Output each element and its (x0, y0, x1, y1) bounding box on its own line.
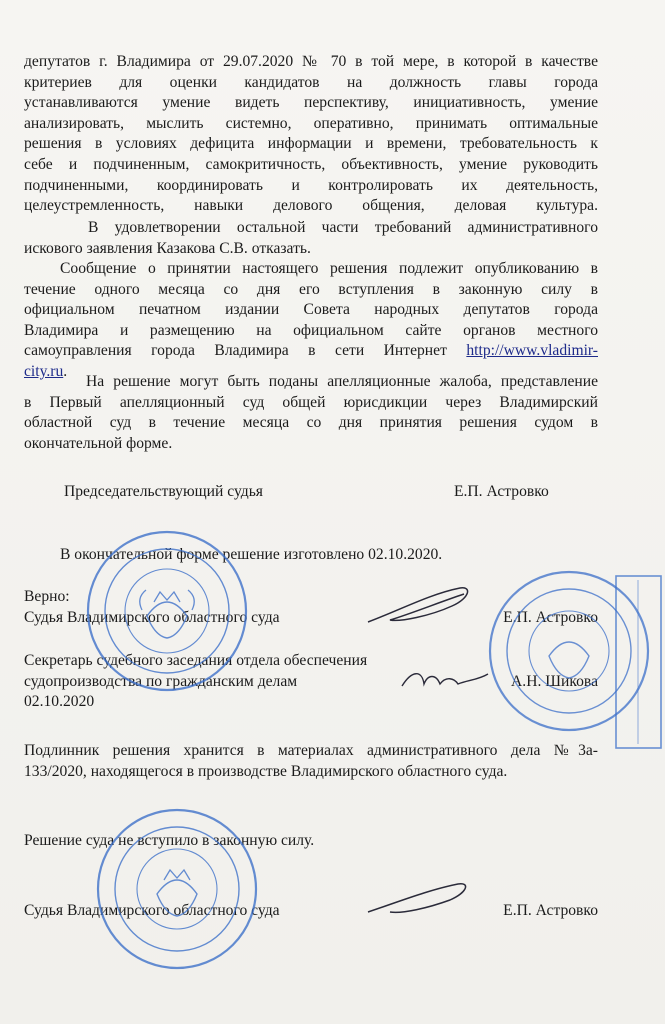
paragraph-publication (24, 259, 598, 383)
judge-signature (360, 580, 480, 632)
line-text: . (63, 362, 68, 380)
line: В удовлетворении остальной части требований административного (88, 219, 598, 236)
line: подчиненными, координировать и контролировать их деятельность, (24, 176, 598, 194)
court-seal-stamp-3 (94, 806, 260, 972)
line: окончательной форме. (24, 434, 173, 452)
final-form-text: В окончательной форме решение изготовлено 02.10.2020. (60, 546, 443, 563)
line: себе и подчиненным, самокритичность, объективность, умение руководить (24, 155, 598, 173)
paragraph-appeal (24, 372, 598, 454)
line-text: самоуправления города Владимира в сети Интернет (24, 342, 467, 360)
line: официальном печатном издании Совета народных депутатов города (24, 301, 598, 319)
line: критериев для оценки кандидатов на должность главы города (24, 73, 598, 91)
line: анализировать, мыслить системно, оперативно, принимать оптимальные (24, 114, 598, 132)
certified-judge-name: Е.П. Астровко (503, 608, 598, 626)
line: течение одного месяца со дня его вступления в законную силу в (24, 280, 598, 298)
final-judge-signature (362, 876, 474, 920)
paragraph-criteria (24, 52, 598, 217)
line: На решение могут быть поданы апелляционные жалоба, представление (86, 373, 598, 390)
court-seal-stamp (84, 528, 250, 694)
line: Сообщение о принятии настоящего решения подлежит опубликованию в (60, 260, 598, 277)
line: депутатов г. Владимира от 29.07.2020 № 70 в той мере, в которой в качестве (24, 53, 598, 70)
certified-label: Верно: (24, 588, 70, 605)
side-stamp (612, 572, 665, 752)
secretary-title-1: Секретарь судебного заседания отдела обеспечения (24, 652, 368, 669)
secretary-name: А.Н. Шикова (511, 672, 598, 690)
final-judge-name: Е.П. Астровко (503, 902, 598, 919)
line: областной суд в течение месяца со дня принятия решения судом в (24, 414, 598, 432)
line: 133/2020, находящегося в производстве Владимирского областного суда. (24, 762, 508, 780)
line: целеустремленность, навыки делового общения, деловая культура. (24, 197, 598, 215)
secretary-date: 02.10.2020 (24, 693, 95, 711)
paragraph-refusal (24, 218, 598, 259)
line: в Первый апелляционный суд общей юрисдикции через Владимирский (24, 393, 598, 411)
line: устанавливаются умение видеть перспективу, инициативность, умение (24, 94, 598, 112)
line: искового заявления Казакова С.В. отказать. (24, 239, 311, 257)
line: Владимира и размещению на официальном сайте органов местного (24, 321, 598, 339)
line: решения в условиях дефицита информации и времени, требовательность к (24, 135, 598, 153)
website-link[interactable]: http://www.vladimir- (466, 342, 598, 360)
paragraph-original (24, 741, 598, 782)
line: Подлинник решения хранится в материалах административного дела №3а- (24, 742, 598, 759)
secretary-signature (396, 666, 492, 696)
certified-judge-title: Судья Владимирского областного суда (24, 608, 280, 626)
presiding-judge-name: Е.П. Астровко (454, 483, 549, 500)
not-in-force: Решение суда не вступило в законную силу. (24, 832, 315, 849)
presiding-judge-label: Председательствующий судья (64, 483, 263, 500)
line (24, 341, 598, 362)
website-link-cont[interactable]: city.ru (24, 362, 64, 380)
secretary-title-2: судопроизводства по гражданским делам (24, 672, 298, 690)
final-judge-title: Судья Владимирского областного суда (24, 902, 280, 919)
